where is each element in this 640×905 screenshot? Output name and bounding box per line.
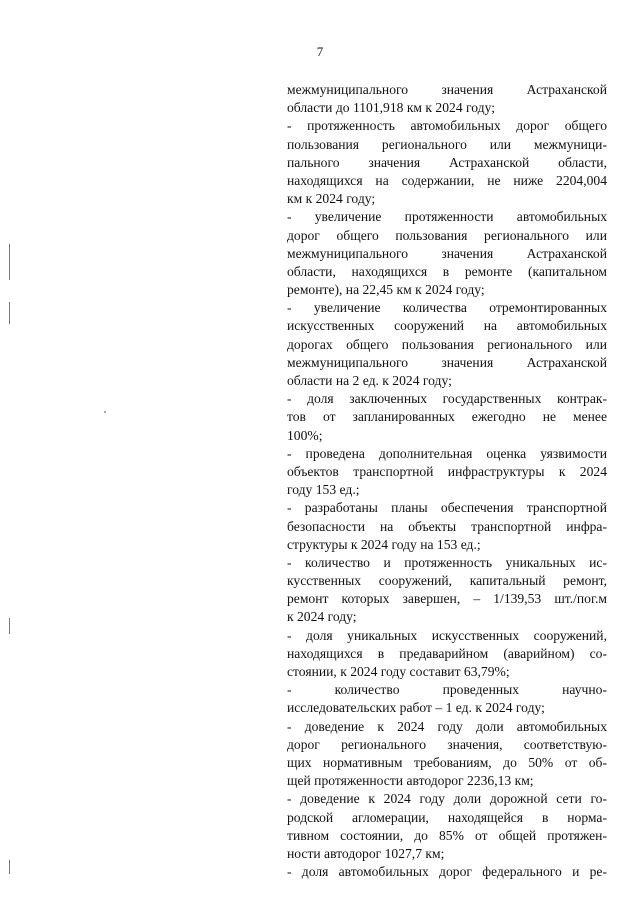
text-line: щей протяженности автодорог 2236,13 км;: [287, 773, 534, 789]
scan-margin-mark: [9, 860, 10, 874]
text-line: тивном состоянии, до 85% от общей протяжен-: [287, 827, 607, 843]
scan-margin-mark: [9, 618, 10, 634]
text-line: стоянии, к 2024 году составит 63,79%;: [287, 664, 510, 679]
text-line: - доведение к 2024 году доли дорожной сети го-: [287, 791, 607, 807]
text-line: пального значения Астраханской области,: [287, 154, 607, 170]
text-line: - разработаны планы обеспечения транспортной: [287, 500, 607, 516]
text-line: родской агломерации, находящейся в норма-: [287, 809, 607, 825]
text-line: искусственных сооружений на автомобильных: [287, 318, 607, 334]
text-line: области, находящихся в ремонте (капитальном: [287, 263, 607, 279]
text-line: области до 1101,918 км к 2024 году;: [287, 100, 495, 116]
text-line: находящихся на содержании, не ниже 2204,004: [287, 172, 607, 188]
text-line: объектов транспортной инфраструктуры к 2024: [287, 463, 607, 479]
text-line: дорог общего пользования регионального или: [287, 227, 607, 243]
text-line: - проведена дополнительная оценка уязвимости: [287, 445, 607, 461]
text-line: - количество и протяженность уникальных ис-: [287, 554, 607, 570]
text-line: находящихся в предаварийном (аварийном) со-: [287, 645, 607, 661]
text-line: - количество проведенных научно-: [287, 682, 607, 698]
text-line: году 153 ед.;: [287, 482, 360, 498]
scan-margin-mark: [9, 244, 10, 280]
text-line: - доля автомобильных дорог федерального и ре-: [287, 864, 607, 880]
text-line: 100%;: [287, 427, 323, 443]
text-line: ремонте), на 22,45 км к 2024 году;: [287, 282, 485, 298]
text-line: области на 2 ед. к 2024 году;: [287, 373, 452, 388]
text-line: км к 2024 году;: [287, 191, 376, 207]
text-line: дорог регионального значения, соответствую-: [287, 736, 607, 752]
text-line: пользования регионального или межмуници-: [287, 136, 607, 152]
document-body-text: [287, 81, 607, 881]
scan-speck: [104, 411, 106, 413]
text-line: межмуниципального значения Астраханской: [287, 245, 607, 261]
text-line: дорогах общего пользования регионального или: [287, 336, 607, 352]
text-line: тов от запланированных ежегодно не менее: [287, 409, 607, 425]
text-line: структуры к 2024 году на 153 ед.;: [287, 536, 481, 552]
text-line: к 2024 году;: [287, 609, 357, 625]
text-line: ремонт которых завершен, – 1/139,53 шт./пог.м: [287, 591, 607, 607]
text-line: - доведение к 2024 году доли автомобильных: [287, 718, 607, 734]
text-line: - увеличение протяженности автомобильных: [287, 209, 607, 225]
text-line: - протяженность автомобильных дорог общего: [287, 118, 607, 134]
text-line: - доля заключенных государственных контрак-: [287, 391, 607, 407]
text-line: ности автодорог 1027,7 км;: [287, 845, 445, 861]
page-number: 7: [316, 44, 324, 59]
text-line: безопасности на объекты транспортной инфра-: [287, 518, 607, 534]
text-line: межмуниципального значения Астраханской: [287, 354, 607, 370]
text-line: - увеличение количества отремонтированных: [287, 300, 607, 316]
text-line: межмуниципального значения Астраханской: [287, 82, 607, 97]
text-line: исследовательских работ – 1 ед. к 2024 году;: [287, 700, 545, 716]
text-line: кусственных сооружений, капитальный ремонт,: [287, 573, 607, 589]
text-line: щих нормативным требованиям, до 50% от об-: [287, 754, 607, 770]
text-line: - доля уникальных искусственных сооружений,: [287, 627, 607, 643]
scan-margin-mark: [9, 302, 10, 324]
